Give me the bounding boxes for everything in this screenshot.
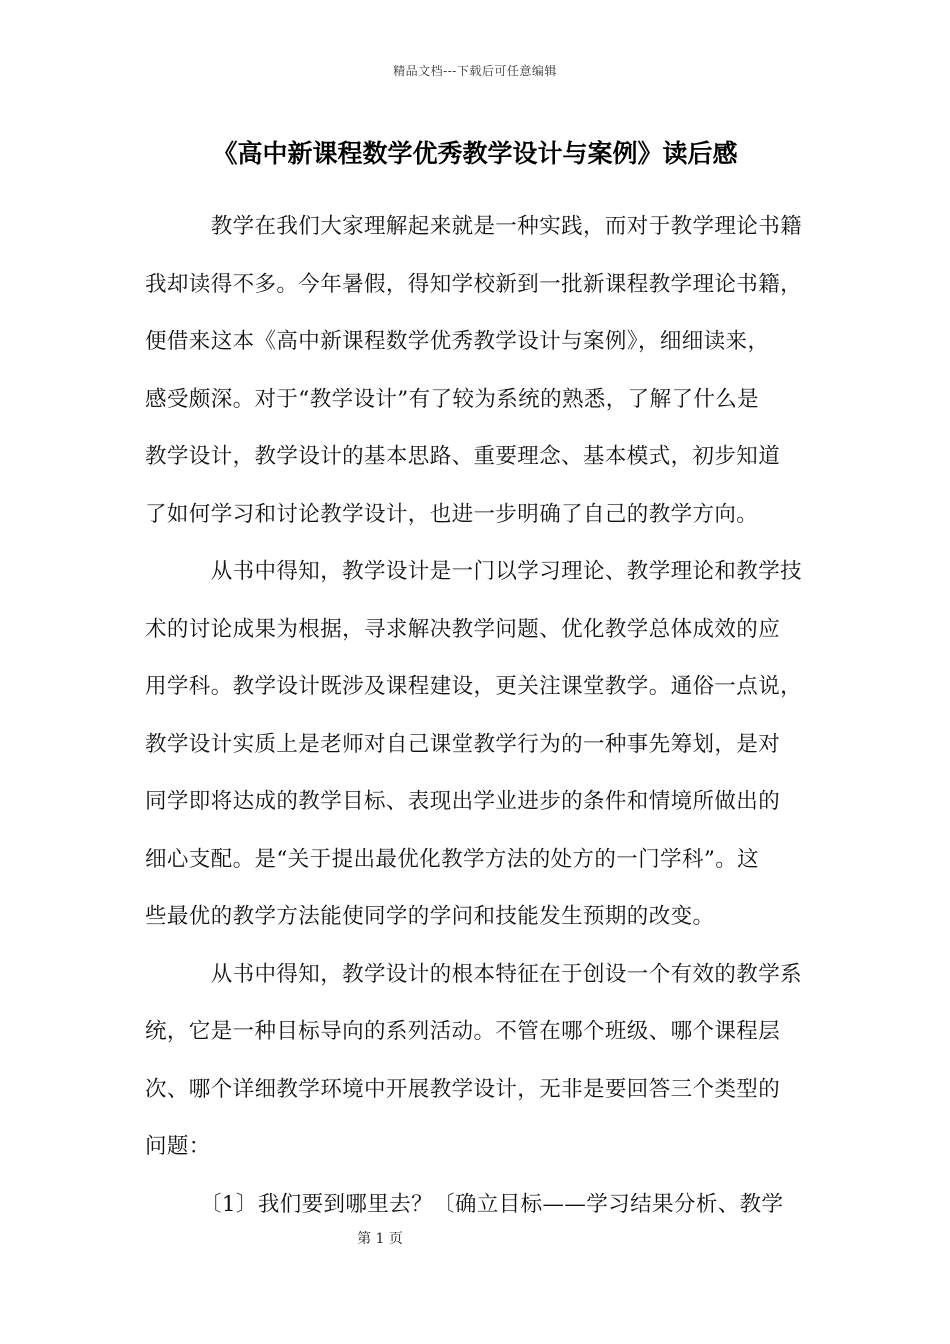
body-line: 统，它是一种目标导向的系列活动。不管在哪个班级、哪个课程层 bbox=[145, 1019, 781, 1044]
body-line: 从书中得知，教学设计是一门以学习理论、教学理论和教学技 bbox=[145, 559, 803, 584]
body-line: 从书中得知，教学设计的根本特征在于创设一个有效的教学系 bbox=[145, 961, 803, 987]
body-line: 次、哪个详细教学环境中开展教学设计，无非是要回答三个类型的 bbox=[145, 1076, 781, 1102]
document-title: 《高中新课程数学优秀教学设计与案例》读后感 bbox=[212, 139, 738, 168]
body-line: 教学设计实质上是老师对自己课堂教学行为的一种事先筹划，是对 bbox=[145, 731, 781, 757]
document-body bbox=[145, 198, 810, 1233]
body-line: 用学科。教学设计既涉及课程建设，更关注课堂教学。通俗一点说， bbox=[145, 674, 803, 699]
body-line: 术的讨论成果为根据，寻求解决教学问题、优化教学总体成效的应 bbox=[145, 616, 781, 642]
body-line: 〔1〕我们要到哪里去？〔确立目标——学习结果分析、教学 bbox=[145, 1191, 784, 1217]
body-line: 教学在我们大家理解起来就是一种实践，而对于教学理论书籍 bbox=[145, 214, 803, 239]
body-line: 我却读得不多。今年暑假，得知学校新到一批新课程教学理论书籍， bbox=[145, 271, 803, 297]
body-line: 同学即将达成的教学目标、表现出学业进步的条件和情境所做出的 bbox=[145, 789, 781, 814]
header-note: 精品文档---下载后可任意编辑 bbox=[393, 64, 557, 78]
body-line: 了如何学习和讨论教学设计，也进一步明确了自己的教学方向。 bbox=[145, 501, 759, 527]
body-line: 感受颇深。对于“教学设计”有了较为系统的熟悉，了解了什么是 bbox=[145, 386, 760, 412]
body-line: 些最优的教学方法能使同学的学问和技能发生预期的改变。 bbox=[145, 904, 715, 929]
body-line: 问题： bbox=[145, 1134, 211, 1159]
page-number: 第 1 页 bbox=[357, 1231, 403, 1247]
body-line: 教学设计，教学设计的基本思路、重要理念、基本模式，初步知道 bbox=[145, 444, 781, 469]
body-line: 便借来这本《高中新课程数学优秀教学设计与案例》，细细读来， bbox=[145, 329, 770, 354]
body-line: 细心支配。是“关于提出最优化教学方法的处方的一门学科”。这 bbox=[145, 846, 760, 872]
